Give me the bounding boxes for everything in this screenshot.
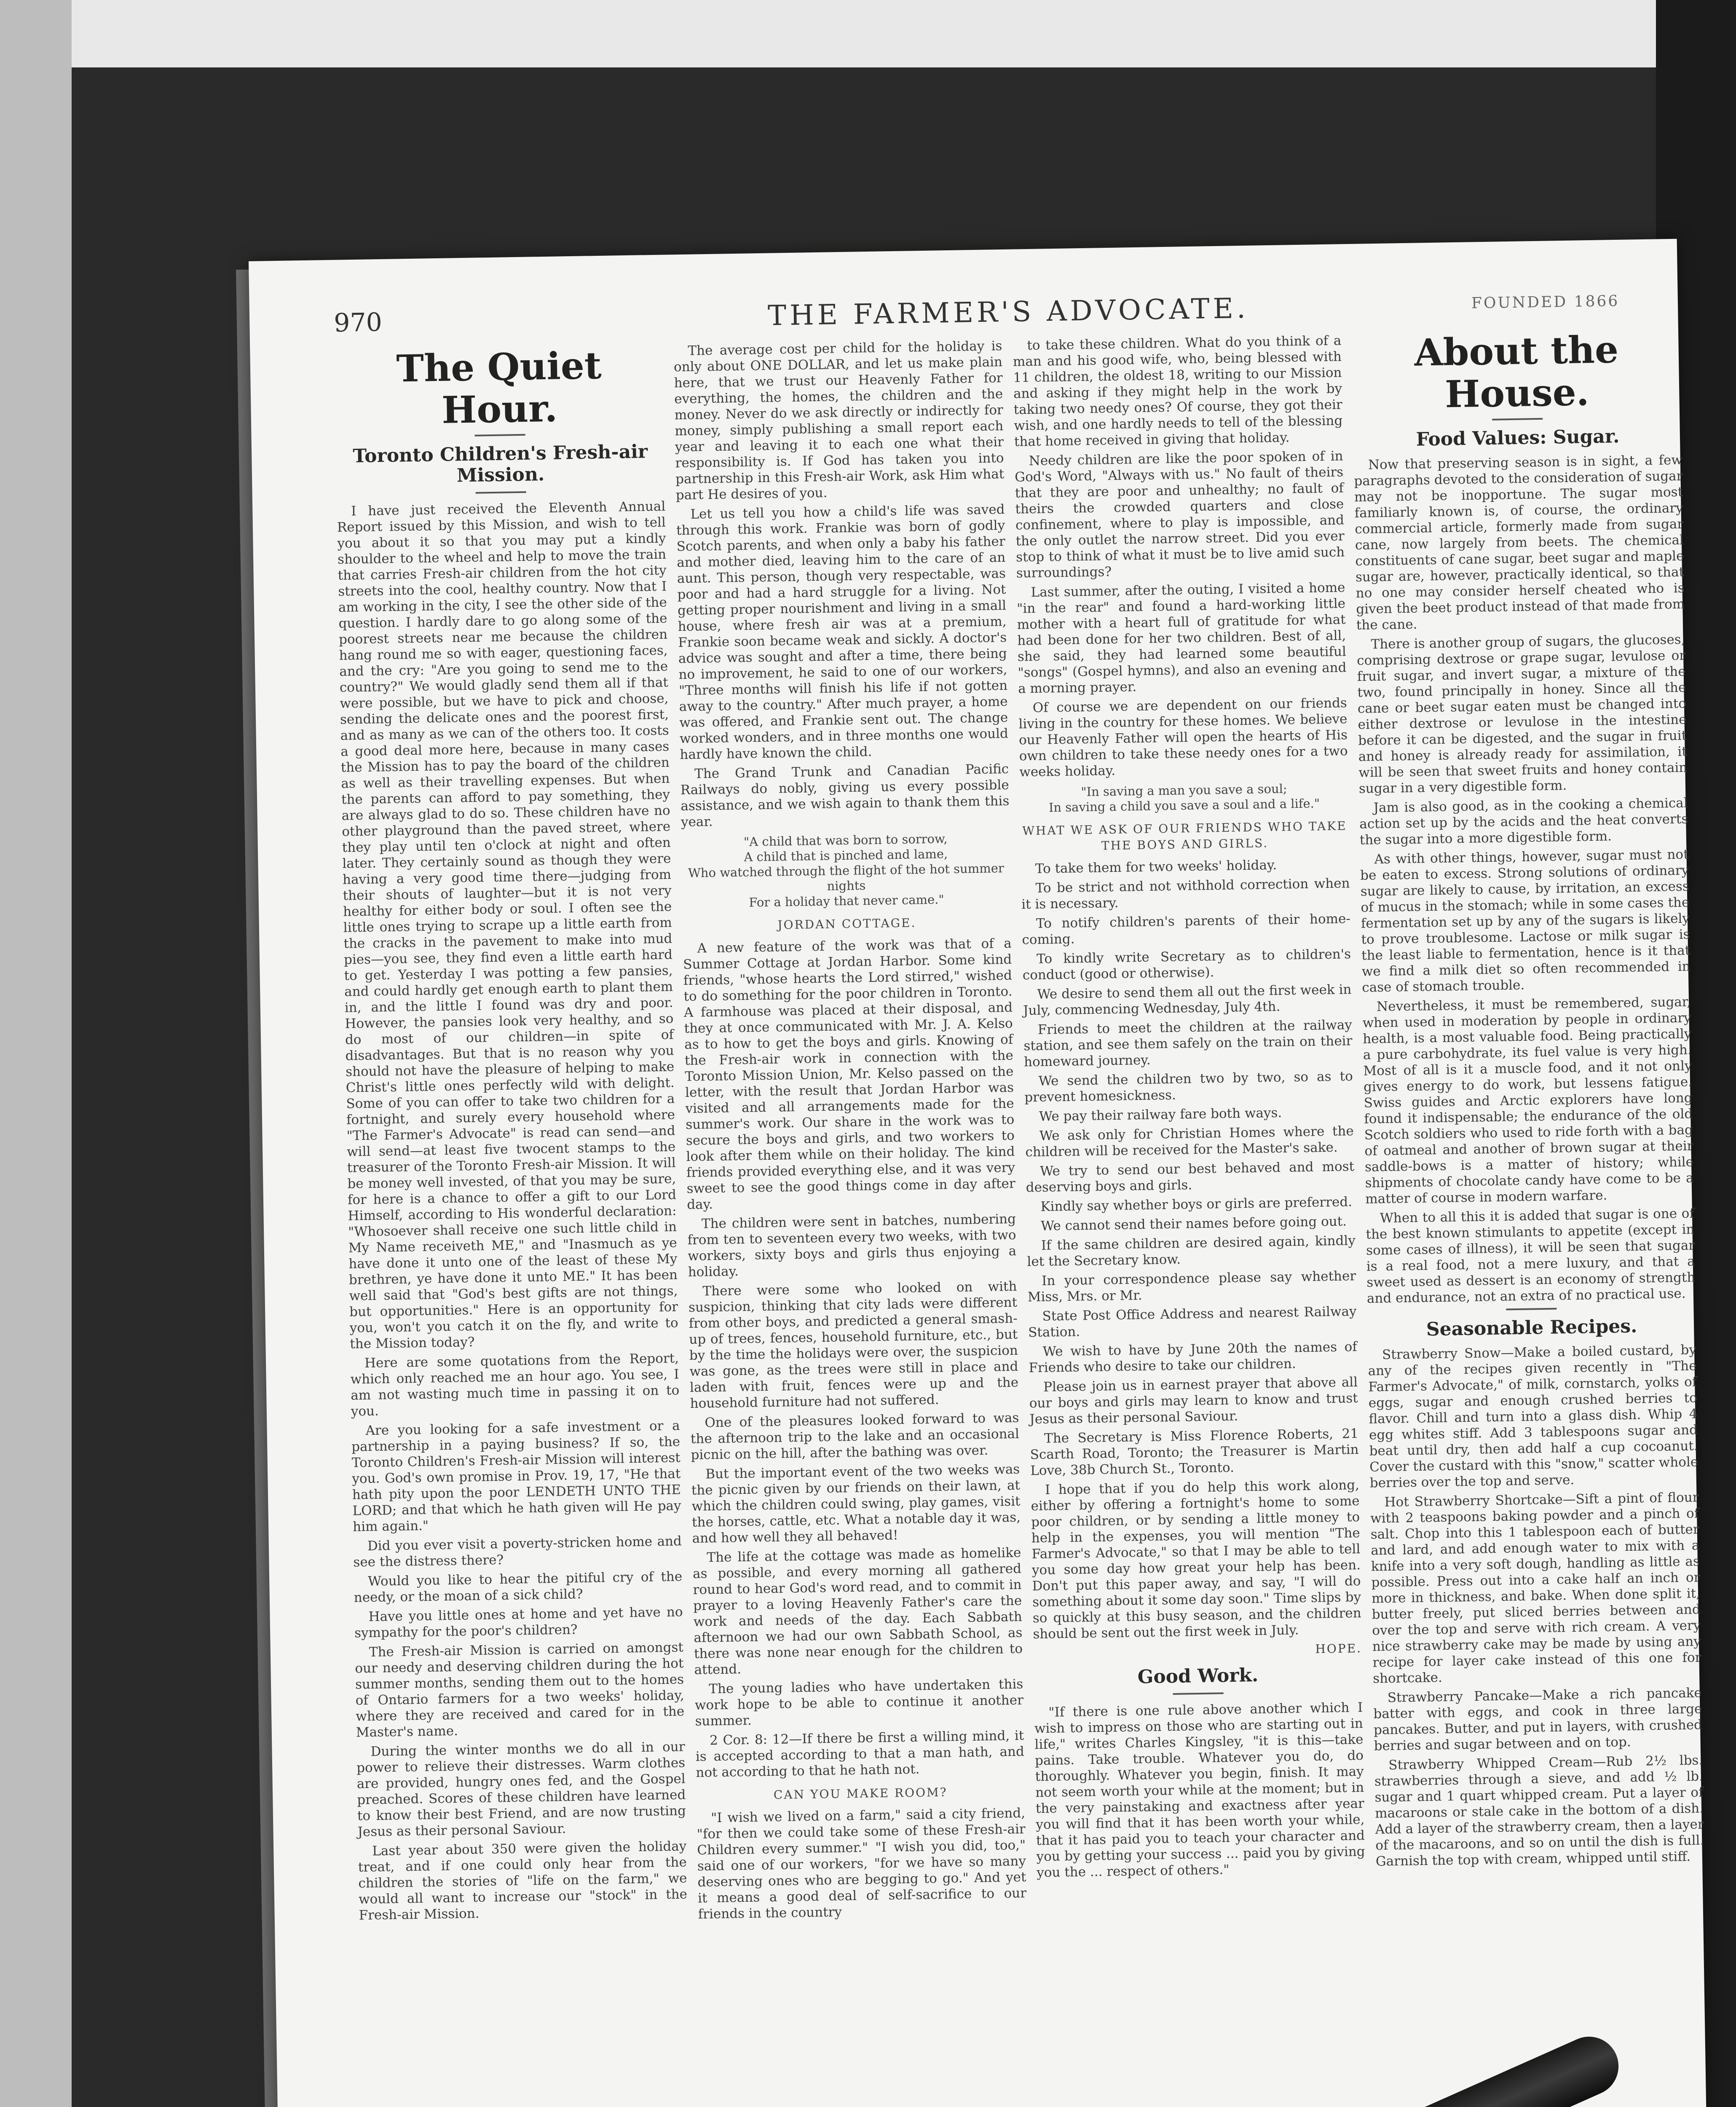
section-rule (1506, 1308, 1557, 1311)
poem-line: A child that is pinched and lame, (744, 847, 948, 864)
paragraph: The Grand Trunk and Canadian Pacific Railways do nobly, giving us every possible assistance, and we wish again to thank them this year. (680, 761, 1010, 830)
poem-line: Who watched through the flight of the hot summer nights (688, 861, 1004, 893)
paragraph: Are you looking for a safe investment or a partnership in a paying business? If so, the Toronto Children's Fresh-air Mission will interest you. God's own promise in Prov. 19, 17, "He that hath pity upon the poor LENDETH UNTO THE LORD; and that which he hath given will He pay him again." (351, 1418, 681, 1535)
paragraph: We desire to send them all out the first week in July, commencing Wednesday, July 4th. (1023, 982, 1352, 1019)
section-title-quiet-hour: The Quiet Hour. (396, 343, 602, 432)
paragraph: When to all this it is added that sugar is one of the best known stimulants to appetite (except in some cases of illness), it will be seen that sugar is a real food, not a mere luxury, and that a sweet used as dessert is an economy of strength and endurance, not an extra of no practical use. (1366, 1206, 1696, 1306)
paragraph: The Secretary is Miss Florence Roberts, 21 Scarth Road, Toronto; the Treasurer is Martin Love, 38b Church St., Toronto. (1030, 1426, 1359, 1479)
column-three (1013, 332, 1366, 1884)
paragraph: Strawberry Snow—Make a boiled custard, by any of the recipes given recently in "The Farmer's Advocate," of milk, cornstarch, yolks of eggs, sugar and enough crushed berries to flavor. Chill and turn into a glass dish. Whip 4 egg whites stiff. Add 3 tablespoons sugar and beat until dry, then add half a cup cocoanut. Cover the custard with this "snow," scatter whole berries over the top and serve. (1368, 1342, 1698, 1491)
paragraph: But the important event of the two weeks was the picnic given by our friends on their lawn, at which the children could swing, play games, visit the horses, cattle, etc. What a notable day it was, and how well they all behaved! (691, 1461, 1021, 1546)
subheading-jordan-cottage: JORDAN COTTAGE. (777, 916, 916, 932)
paragraph: In your correspondence please say whether Miss, Mrs. or Mr. (1027, 1268, 1356, 1305)
paragraph: One of the pleasures looked forward to was the afternoon trip to the lake and an occasional picnic on the hill, after the bathing was over. (690, 1410, 1020, 1463)
paragraph: Friends to meet the children at the railway station, and see them safely on the train on their homeward journey. (1023, 1017, 1353, 1070)
paragraph: Of course we are dependent on our friends living in the country for these homes. We believe our Heavenly Father will open the hearts of His own children to take these needy ones for a two weeks holiday. (1018, 695, 1348, 780)
paragraph: I have just received the Eleventh Annual Report issued by this Mission, and wish to tell you about it so that you may put a kindly shoulder to the wheel and help to move the train that carries Fresh-air children from the hot city streets into the cool, healthy country. Now that I am working in the city, I see the other side of the question. I hardly dare to go along some of the poorest streets near me because the children hang round me so with eager, questioning faces, and the cry: "Are you going to send me to the country?" We would gladly send them all if that were possible, but we have to pick and choose, sending the delicate ones and the poorest first, and as many as we can of the others too. It costs a good deal more here, because in many cases the Mission has to pay the board of the children as well as their travelling expenses. But when the parents can afford to pay something, they are always glad to do so. These children have no other playground than the paved street, where they play until ten o'clock at night and often later. They certainly sound as though they were having a very good time there—judging from their shouts of laughter—but it is not very healthy for either body or soul. I often see the little ones trying to scrape up a little earth from the cracks in the pavement to make into mud pies—you see, they find even a little earth hard to get. Yesterday I was potting a few pansies, and could hardly get enough earth to plant them in, and the little I found was dry and poor. However, the pansies look very healthy, and so do most of our children—in spite of disadvantages. But that is no reason why you should not have the pleasure of helping to make Christ's little ones perfectly wild with delight. Some of you can offer to take two children for a fortnight, and surely every household where "The Farmer's Advocate" is read can send—and will send—at least five twocent stamps to the treasurer of the Toronto Fresh-air Mission. It will be money well invested, of that you may be sure, for here is a chance to offer a gift to our Lord Himself, according to His wonderful declaration: "Whosoever shall receive one such little child in My Name receiveth ME," and "Inasmuch as ye have done it unto one of the least of these My brethren, ye have done it unto ME." It has been well said that "God's best gifts are not things, but opportunities." Here is an opportunity for you, won't you catch it on the fly, and write to the Mission today? (337, 499, 678, 1352)
paragraph: We pay their railway fare both ways. (1039, 1105, 1282, 1124)
article-title-food-values: Food Values: Sugar. (1416, 425, 1620, 450)
paragraph: We wish to have by June 20th the names of Friends who desire to take our children. (1029, 1339, 1358, 1376)
title-rule (1173, 1692, 1224, 1695)
paragraph: Now that preserving season is in sight, a few paragraphs devoted to the consideration of sugar may not be inopportune. The sugar most familiarly known is, of course, the ordinary commercial article, formerly made from sugar cane, now largely from beets. The chemical constituents of cane sugar, beet sugar and maple sugar are, however, practically identical, so that no one may consider herself cheated who is given the beet product instead of that made from the cane. (1354, 452, 1685, 633)
paragraph: Did you ever visit a poverty-stricken home and see the distress there? (353, 1533, 682, 1570)
paragraph: The young ladies who have undertaken this work hope to be able to continue it another summer. (694, 1676, 1024, 1729)
paragraph: Hot Strawberry Shortcake—Sift a pint of flour with 2 teaspoons baking powder and a pinch of salt. Chop into this 1 tablespoon each of butter and lard, and add enough water to mix with a knife into a very soft dough, handling as little as possible. Press out into a cake half an inch or more in thickness, and bake. When done split it, butter freely, put sliced berries between and over the top and serve with rich cream. A very nice strawberry cake may be made by using any recipe for layer cake instead of this one for shortcake. (1370, 1490, 1701, 1686)
article-title-good-work: Good Work. (1137, 1664, 1259, 1688)
subheading-make-room: CAN YOU MAKE ROOM? (773, 1785, 948, 1802)
paragraph: To be strict and not withhold correction when it is necessary. (1021, 876, 1350, 912)
paragraph: I hope that if you do help this work along, either by offering a fortnight's home to some poor children, or by sending a little money to help in the expenses, you will mention "The Farmer's Advocate," so that I may be able to tell you some day how great your help has been. Don't put this paper away, and say, "I will do something about it some day soon." Time slips by so quickly at this busy season, and the children should be sent out the first week in July. (1031, 1477, 1361, 1642)
poem-line: For a holiday that never came." (749, 892, 944, 910)
paragraph: Here are some quotations from the Report, which only reached me an hour ago. You see, I am not wasting much time in passing it on to you. (350, 1351, 680, 1419)
paragraph: During the winter months we do all in our power to relieve their distresses. Warm clothes are provided, hungry ones fed, and the Gospel preached. Scores of these children have learned to know their best Friend, and are now trusting Jesus as their personal Saviour. (356, 1739, 686, 1840)
subheading-what-we-ask: WHAT WE ASK OF OUR FRIENDS WHO TAKE THE BOYS AND GIRLS. (1022, 819, 1347, 853)
poem-line: "In saving a man you save a soul; (1081, 781, 1287, 799)
newspaper-page (249, 239, 1707, 2107)
paragraph: To kindly write Secretary as to children's conduct (good or otherwise). (1022, 946, 1351, 983)
paragraph: We try to send our best behaved and most deserving boys and girls. (1026, 1159, 1355, 1196)
title-rule (476, 491, 526, 494)
paragraph: The Fresh-air Mission is carried on amongst our needy and deserving children during the hot summer months, sending them out to the homes of Ontario farmers for a two weeks' holiday, where they are received and cared for in the Master's name. (355, 1640, 685, 1740)
paragraph: 2 Cor. 8: 12—If there be first a willing mind, it is accepted according to that a man hath, and not according to that he hath not. (695, 1728, 1025, 1780)
paragraph: Needy children are like the poor spoken of in God's Word, "Always with us." No fault of theirs that they are poor and unhealthy; no fault of theirs the crowded quarters and close confinement, where to play is impossible, and the only outlet the narrow street. Did you ever stop to think of what it must be to live amid such surroundings? (1014, 448, 1345, 581)
paragraph: The children were sent in batches, numbering from ten to seventeen every two weeks, with two workers, sixty boys and girls thus enjoying a holiday. (687, 1211, 1017, 1280)
paragraph: We send the children two by two, so as to prevent homesickness. (1024, 1069, 1353, 1105)
paragraph: To notify children's parents of their home-coming. (1022, 911, 1351, 948)
article-title-recipes: Seasonable Recipes. (1426, 1315, 1637, 1340)
paragraph: Last year about 350 were given the holiday treat, and if one could only hear from the children the stories of "life on the farm," we would all want to increase our "stock" in the Fresh-air Mission. (358, 1839, 688, 1923)
founded-note: FOUNDED 1866 (1471, 292, 1620, 312)
paragraph: If the same children are desired again, kindly let the Secretary know. (1027, 1233, 1356, 1270)
column-two (673, 338, 1027, 1926)
paragraph: to take these children. What do you think of a man and his good wife, who, being blessed with 11 children, the oldest 18, writing to our Mission and asking if they might help in the work by taking two needy ones? Of course, they got their wish, and one hardly needs to tell of the blessing that home received in giving that holiday. (1013, 333, 1343, 450)
paragraph: Jam is also good, as in the cooking a chemical action set up by the acids and the heat converts the sugar into a more digestible form. (1359, 795, 1688, 848)
title-rule (1492, 418, 1543, 421)
signature: HOPE. (1315, 1641, 1362, 1656)
paragraph: "If there is one rule above another which I wish to impress on those who are starting out in life," writes Charles Kingsley, "it is this—take pains. Take trouble. Whatever you do, do thoroughly. Whatever you begin, finish. It may not seem worth your while at the moment; but in the very painstaking and exactness after year you will find that it has been worth your while, that it has paid you to teach your character and you by getting your success ... paid you by giving you the ... respect of others." (1034, 1700, 1365, 1881)
paragraph: The life at the cottage was made as homelike as possible, and every morning all gathered round to hear God's word read, and to commit in prayer to a loving Heavenly Father's care the work and needs of the day. Each Sabbath afternoon we had our own Sabbath School, as there was none near enough for the children to attend. (692, 1545, 1023, 1678)
paragraph: There were some who looked on with suspicion, thinking that city lads were different from other boys, and predicted a general smash-up of trees, fences, household furniture, etc., but by the time the holidays were over, the suspicion was gone, as the trees were still in place and laden with fruit, fences were up and the household furniture had not suffered. (688, 1279, 1019, 1411)
paragraph: To take them for two weeks' holiday. (1035, 857, 1277, 877)
paragraph: Have you little ones at home and yet have no sympathy for the poor's children? (354, 1604, 683, 1641)
paragraph: Kindly say whether boys or girls are preferred. (1040, 1194, 1353, 1214)
paragraph: As with other things, however, sugar must not be eaten to excess. Strong solutions of ordinary sugar are likely to cause, by irritation, an excess of mucus in the stomach; while in some cases the fermentation set up by any of the sugars is likely to prove troublesome. Lactose or milk sugar is the least liable to fermentation, hence is it that we find a milk diet so often recommended in case of stomach trouble. (1360, 847, 1690, 995)
poem-line: "A child that was born to sorrow, (743, 831, 948, 849)
film-border-top (0, 0, 1736, 67)
paragraph: "I wish we lived on a farm," said a city friend, "for then we could take some of these Fresh-air Children every summer." "I wish you did, too," said one of our workers, "for we have so many deserving ones who are begging to go." And yet it means a good deal of self-sacrifice to our friends in the country (697, 1805, 1027, 1922)
paragraph: State Post Office Address and nearest Railway Station. (1028, 1304, 1357, 1340)
paragraph: Strawberry Whipped Cream—Rub 2½ lbs. strawberries through a sieve, and add ½ lb. sugar and 1 quart whipped cream. Put a layer of macaroons or stale cake in the bottom of a dish. Add a layer of the strawberry cream, then a layer of the macaroons, and so on until the dish is full. Garnish the top with cream, whipped until stiff. (1374, 1753, 1704, 1869)
section-title-about-house: About the House. (1414, 327, 1619, 416)
paragraph: Last summer, after the outing, I visited a home "in the rear" and found a hard-working little mother with a heart full of gratitude for what had been done for her two children. Best of all, she said, they had learned some beautiful "songs" (Gospel hymns), and also an evening and a morning prayer. (1016, 580, 1347, 697)
paragraph: Would you like to hear the pitiful cry of the needy, or the moan of a sick child? (354, 1569, 683, 1606)
paragraph: The average cost per child for the holiday is only about ONE DOLLAR, and let us make plain here, that we trust our Heavenly Father for everything, the homes, the children and the money. Never do we ask directly or indirectly for money, simply publishing a small report each year and leaving it to each one what their responsibility is. If God has taken you into partnership in this Fresh-air Work, ask Him what part He desires of you. (673, 338, 1005, 503)
masthead: THE FARMER'S ADVOCATE. (767, 292, 1249, 332)
column-about-house (1352, 327, 1704, 1873)
article-title-fresh-air: Toronto Children's Fresh-air Mission. (353, 441, 648, 487)
title-rule (475, 434, 525, 437)
page-number: 970 (333, 308, 383, 338)
poem (1020, 780, 1349, 815)
paragraph: Nevertheless, it must be remembered, sugar, when used in moderation by people in ordinary health, is a most valuable food. Being practically a pure carbohydrate, its fuel value is very high. Most of all is it a muscle food, and it not only gives energy to do work, but lessens fatigue. Swiss guides and Arctic explorers have long found it indispensable; the endurance of the old Scotch soldiers who used to ride forth with a bag of oatmeal and another of brown sugar at their saddle-bows is a matter of history; while shipments of chocolate candy have come to be a matter of course in modern warfare. (1362, 994, 1694, 1207)
paragraph: There is another group of sugars, the glucoses, comprising dextrose or grape sugar, levulose or fruit sugar, and invert sugar, a mixture of the two, found principally in honey. Since all the cane or beet sugar eaten must be changed into either dextrose or levulose in the intestine before it can be digested, and the sugar in fruit and honey is already ready for assimilation, it will be seen that sweet fruits and honey contain sugar in a very digestible form. (1356, 632, 1688, 796)
column-quiet-hour (334, 343, 688, 1927)
poem-line: In saving a child you save a soul and a life." (1048, 796, 1320, 815)
paragraph: We cannot send their names before going out. (1040, 1214, 1347, 1234)
paragraph: Please join us in earnest prayer that above all our boys and girls may learn to know and trust Jesus as their personal Saviour. (1029, 1374, 1358, 1427)
film-border-left (0, 0, 72, 2107)
paragraph: Strawberry Pancake—Make a rich pancake batter with eggs, and cook in three large pancakes. Butter, and put in layers, with crushed berries and sugar between and on top. (1373, 1685, 1703, 1754)
paragraph: A new feature of the work was that of a Summer Cottage at Jordan Harbor. Some kind friends, "whose hearts the Lord stirred," wished to do something for the poor children in Toronto. A farmhouse was placed at their disposal, and they at once communicated with Mr. J. A. Kelso as to how to get the boys and girls. Knowing of the Fresh-air work in connection with the Toronto Mission Union, Mr. Kelso passed on the letter, with the result that Jordan Harbor was visited and all arrangements made for the summer's work. Our share in the work was to secure the boys and girls, and two workers to look after them while on their holiday. The kind friends provided everything else, and it was very sweet to see the good things come in day after day. (683, 936, 1015, 1212)
paragraph: We ask only for Christian Homes where the children will be received for the Master's sake. (1025, 1123, 1354, 1160)
poem (681, 830, 1011, 911)
paragraph: Let us tell you how a child's life was saved through this work. Frankie was born of godly Scotch parents, and when only a baby his father and mother died, leaving him to the care of an aunt. This person, though very respectable, was poor and had a hard struggle for a living. Not getting proper nourishment and living in a small house, where fresh air was at a premium, Frankie soon became weak and sickly. A doctor's advice was sought and after a time, there being no improvement, he said to one of our workers, "Three months will finish his life if not gotten away to the country." After much prayer, a home was offered, and Frankie sent out. The change worked wonders, and in three months one would hardly have known the child. (676, 501, 1009, 763)
